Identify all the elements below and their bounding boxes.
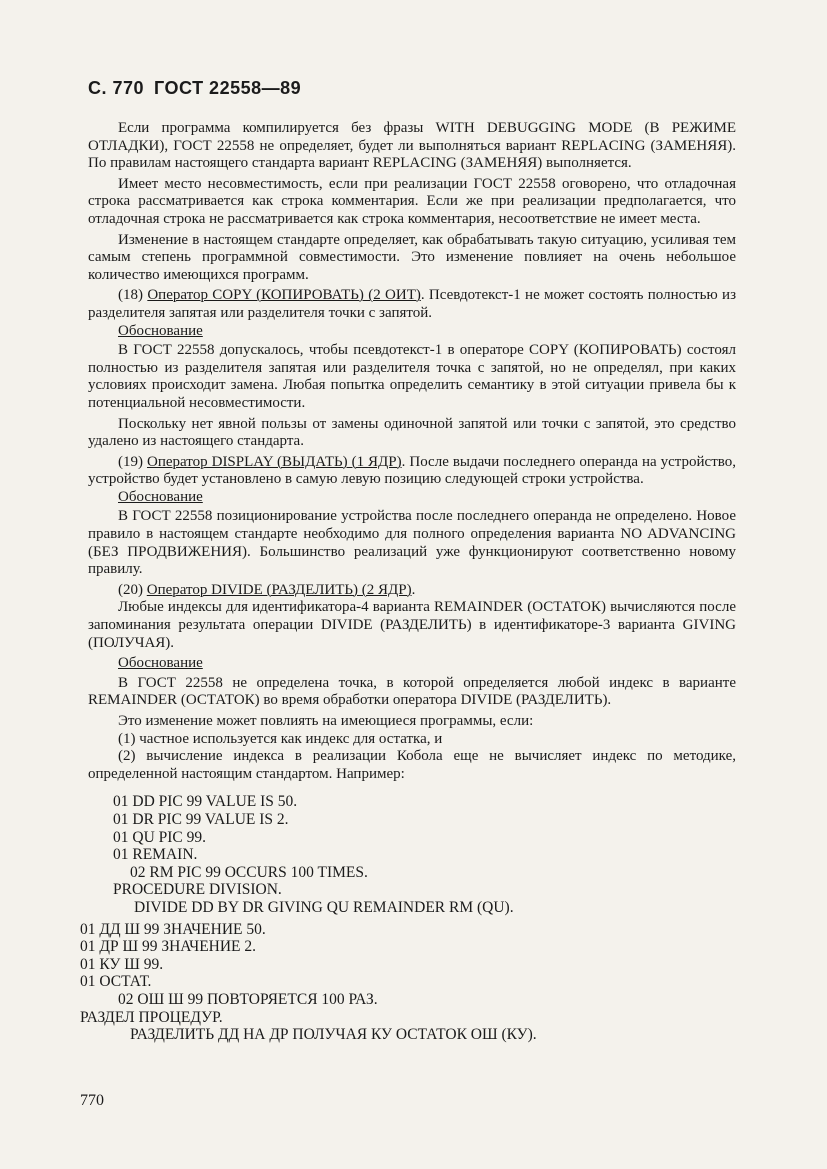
section-title: Оператор COPY (КОПИРОВАТЬ) (2 ОИТ) bbox=[147, 287, 421, 304]
code-example-ru bbox=[80, 920, 736, 1044]
document-body bbox=[80, 120, 737, 1044]
code-line: 01 DR PIC 99 VALUE IS 2. bbox=[113, 810, 289, 828]
code-line: 02 RM PIC 99 OCCURS 100 TIMES. bbox=[130, 863, 368, 881]
code-line: 01 DD PIC 99 VALUE IS 50. bbox=[113, 793, 298, 811]
section-title: Оператор DIVIDE (РАЗДЕЛИТЬ) (2 ЯДР) bbox=[146, 581, 412, 598]
section-number: (18) bbox=[118, 287, 143, 304]
paragraph: В ГОСТ 22558 позиционирование устройства после последнего операнда не определено. Новое правило в настоящем стандарте необходимо для полного определения варианта NO ADVANCING (БЕЗ ПРОДВИЖЕНИЯ). Большинство реализаций уже функционируют соответственно новому правилу. bbox=[88, 508, 736, 578]
page-number: 770 bbox=[80, 1092, 104, 1109]
rationale-heading: Обоснование bbox=[118, 322, 203, 339]
paragraph: Любые индексы для идентификатора-4 варианта REMAINDER (ОСТАТОК) вычисляются после запоминания результата операции DIVIDE (РАЗДЕЛИТЬ) в идентификаторе-3 варианта GIVING (ПОЛУЧАЯ). bbox=[88, 599, 736, 651]
paragraph: Это изменение может повлиять на имеющиеся программы, если: bbox=[118, 713, 534, 729]
paragraph: В ГОСТ 22558 не определена точка, в которой определяется любой индекс в варианте REMAINDER (ОСТАТОК) во время обработки оператора DIVIDE (РАЗДЕЛИТЬ). bbox=[88, 674, 736, 709]
page-label: С. 770 bbox=[88, 78, 145, 98]
paragraph: Изменение в настоящем стандарте определяет, как обрабатывать такую ситуацию, усиливая тем самым степень программной совместимости. Это изменение повлияет на очень небольшое количество имеющихся программ. bbox=[88, 231, 736, 283]
code-line: 01 КУ Ш 99. bbox=[80, 955, 164, 973]
code-line: РАЗДЕЛ ПРОЦЕДУР. bbox=[80, 1008, 223, 1026]
section-text: . После выдачи последнего операнда на устройство, устройство будет установлено в самую левую позицию следующей строки устройства. bbox=[88, 453, 736, 488]
section-number: (20) bbox=[118, 581, 143, 598]
code-line: PROCEDURE DIVISION. bbox=[113, 881, 282, 899]
rationale-heading: Обоснование bbox=[118, 655, 203, 672]
code-example-en bbox=[88, 793, 736, 916]
code-line: 01 ОСТАТ. bbox=[80, 973, 152, 991]
code-line: 01 ДР Ш 99 ЗНАЧЕНИЕ 2. bbox=[80, 938, 257, 956]
code-line: 01 QU PIC 99. bbox=[113, 828, 207, 846]
list-item: (1) частное используется как индекс для остатка, и bbox=[118, 730, 443, 747]
paragraph: Если программа компилируется без фразы WITH DEBUGGING MODE (В РЕЖИМЕ ОТЛАДКИ), ГОСТ 22558 не определяет, будет ли выполняться вариант REPLACING (ЗАМЕНЯЯ). По правилам настоящего стандарта вариант REPLACING (ЗАМЕНЯЯ) выполняется. bbox=[88, 120, 736, 172]
section-text: . Псевдотекст-1 не может состоять полностью из разделителя запятая или разделителя точки с запятой. bbox=[88, 287, 737, 321]
page-header bbox=[88, 78, 301, 99]
section-number: (19) bbox=[118, 453, 143, 470]
paragraph: Поскольку нет явной пользы от замены одиночной запятой или точки с запятой, это средство удалено из настоящего стандарта. bbox=[88, 415, 736, 450]
code-line: DIVIDE DD BY DR GIVING QU REMAINDER RM (QU). bbox=[134, 898, 514, 916]
section-20 bbox=[88, 582, 736, 600]
section-18 bbox=[88, 287, 736, 322]
paragraph: В ГОСТ 22558 допускалось, чтобы псевдотекст-1 в операторе COPY (КОПИРОВАТЬ) состоял полностью из разделителя запятая или разделителя точка с запятой, но не определял, при каких условиях происходит замена. Любая попытка определить семантику в этой ситуации привела бы к потенциальной несовместимости. bbox=[88, 342, 736, 411]
standard-title: ГОСТ 22558—89 bbox=[154, 78, 302, 98]
section-text: . bbox=[411, 581, 416, 598]
code-line: 02 ОШ Ш 99 ПОВТОРЯЕТСЯ 100 РАЗ. bbox=[118, 990, 378, 1008]
code-line: РАЗДЕЛИТЬ ДД НА ДР ПОЛУЧАЯ КУ ОСТАТОК ОШ (КУ). bbox=[130, 1026, 537, 1044]
section-19 bbox=[88, 454, 736, 489]
list-item: (2) вычисление индекса в реализации Кобола еще не вычисляет индекс по методике, определенной настоящим стандартом. Например: bbox=[88, 748, 736, 782]
section-title: Оператор DISPLAY (ВЫДАТЬ) (1 ЯДР) bbox=[146, 453, 402, 470]
code-line: 01 REMAIN. bbox=[113, 846, 198, 864]
paragraph: Имеет место несовместимость, если при реализации ГОСТ 22558 оговорено, что отладочная строка рассматривается как строка комментария. Если же при реализации предполагается, что отладочная строка не рассматривается как строка комментария, несоответствие не имеет места. bbox=[88, 175, 736, 227]
code-line: 01 ДД Ш 99 ЗНАЧЕНИЕ 50. bbox=[80, 920, 266, 938]
rationale-heading: Обоснование bbox=[118, 488, 203, 505]
